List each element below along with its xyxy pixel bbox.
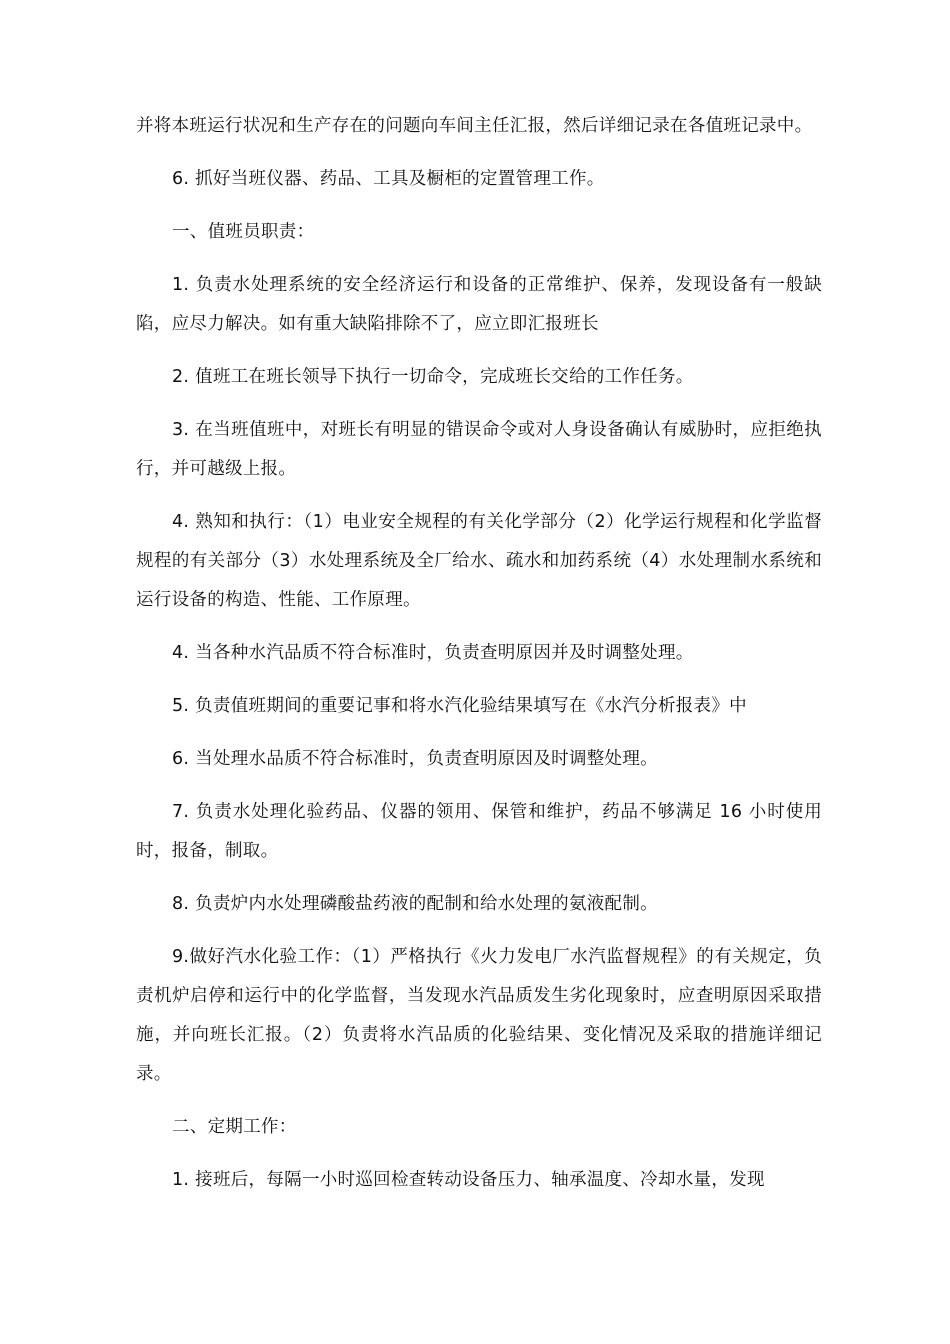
paragraph-duty-item-5: 5. 负责值班期间的重要记事和将水汽化验结果填写在《水汽分析报表》中 [172, 696, 747, 716]
paragraph-duty-item-4b: 4. 当各种水汽品质不符合标准时，负责查明原因并及时调整处理。 [172, 643, 694, 663]
paragraph-duty-item-7: 7. 负责水处理化验药品、仪器的领用、保管和维护，药品不够满足 16 小时使用时，报备，制取。 [136, 802, 822, 861]
paragraph-duty-item-9: 9.做好汽水化验工作：（1）严格执行《火力发电厂水汽监督规程》的有关规定，负责机炉启停和运行中的化学监督，当发现水汽品质发生劣化现象时，应查明原因采取措施，并向班长汇报。（2）负责将水汽品质的化验结果、变化情况及采取的措施详细记录。 [136, 947, 822, 1084]
section-heading-duty-staff: 一、值班员职责： [172, 222, 315, 242]
paragraph-continuation: 并将本班运行状况和生产存在的问题向车间主任汇报，然后详细记录在各值班记录中。 [136, 116, 813, 136]
paragraph-periodic-item-1: 1. 接班后，每隔一小时巡回检查转动设备压力、轴承温度、冷却水量，发现 [172, 1170, 765, 1190]
section-heading-periodic-work: 二、定期工作： [172, 1117, 297, 1137]
paragraph-item-6-shift-management: 6. 抓好当班仪器、药品、工具及橱柜的定置管理工作。 [172, 169, 605, 189]
document-body [136, 107, 822, 1214]
paragraph-duty-item-2: 2. 值班工在班长领导下执行一切命令，完成班长交给的工作任务。 [172, 367, 694, 387]
paragraph-duty-item-4a: 4. 熟知和执行：（1）电业安全规程的有关化学部分（2）化学运行规程和化学监督规程的有关部分（3）水处理系统及全厂给水、疏水和加药系统（4）水处理制水系统和运行设备的构造、性能、工作原理。 [136, 512, 822, 610]
paragraph-duty-item-3: 3. 在当班值班中，对班长有明显的错误命令或对人身设备确认有威胁时，应拒绝执行，并可越级上报。 [136, 420, 822, 479]
paragraph-duty-item-8: 8. 负责炉内水处理磷酸盐药液的配制和给水处理的氨液配制。 [172, 894, 658, 914]
paragraph-duty-item-1: 1. 负责水处理系统的安全经济运行和设备的正常维护、保养，发现设备有一般缺陷，应尽力解决。如有重大缺陷排除不了，应立即汇报班长 [136, 275, 822, 334]
paragraph-duty-item-6: 6. 当处理水品质不符合标准时，负责查明原因及时调整处理。 [172, 749, 658, 769]
